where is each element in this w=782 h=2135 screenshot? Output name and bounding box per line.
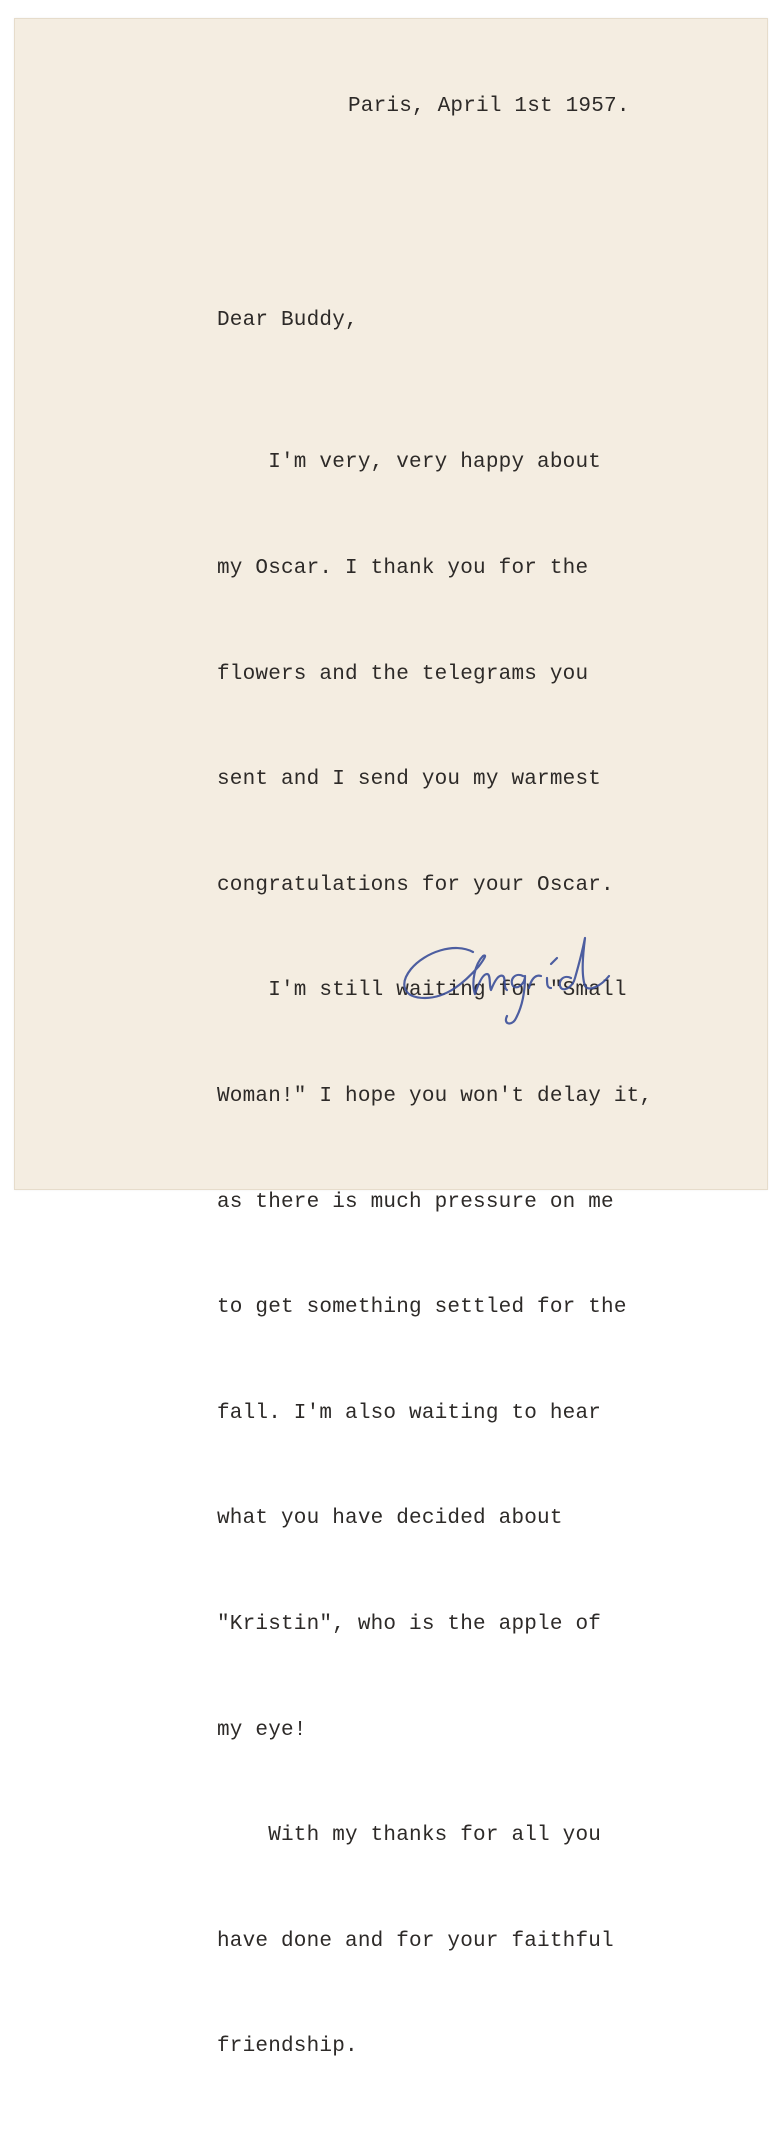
handwritten-signature <box>395 924 625 1034</box>
body-line: what you have decided about <box>217 1507 563 1531</box>
letter-body <box>217 375 652 2135</box>
body-line: congratulations for your Oscar. <box>217 873 614 897</box>
body-line: "Kristin", who is the apple of <box>217 1612 602 1636</box>
body-line: to get something settled for the <box>217 1296 627 1320</box>
body-line: friendship. <box>217 2035 358 2059</box>
body-line: sent and I send you my warmest <box>217 768 602 792</box>
body-line: as there is much pressure on me <box>217 1190 614 1214</box>
body-line: With my thanks for all you <box>217 1824 602 1848</box>
body-line: have done and for your faithful <box>217 1929 614 1953</box>
body-line: fall. I'm also waiting to hear <box>217 1401 602 1425</box>
body-line: Woman!" I hope you won't delay it, <box>217 1084 653 1108</box>
body-line: my eye! <box>217 1718 307 1742</box>
dateline: Paris, April 1st 1957. <box>348 95 630 118</box>
body-line: my Oscar. I thank you for the <box>217 557 589 580</box>
body-line: I'm very, very happy about <box>217 451 602 475</box>
body-line: flowers and the telegrams you <box>217 662 589 686</box>
letter-sheet <box>14 18 768 2059</box>
salutation: Dear Buddy, <box>217 309 358 332</box>
body-line: I'm still waiting for "Small <box>217 979 627 1003</box>
